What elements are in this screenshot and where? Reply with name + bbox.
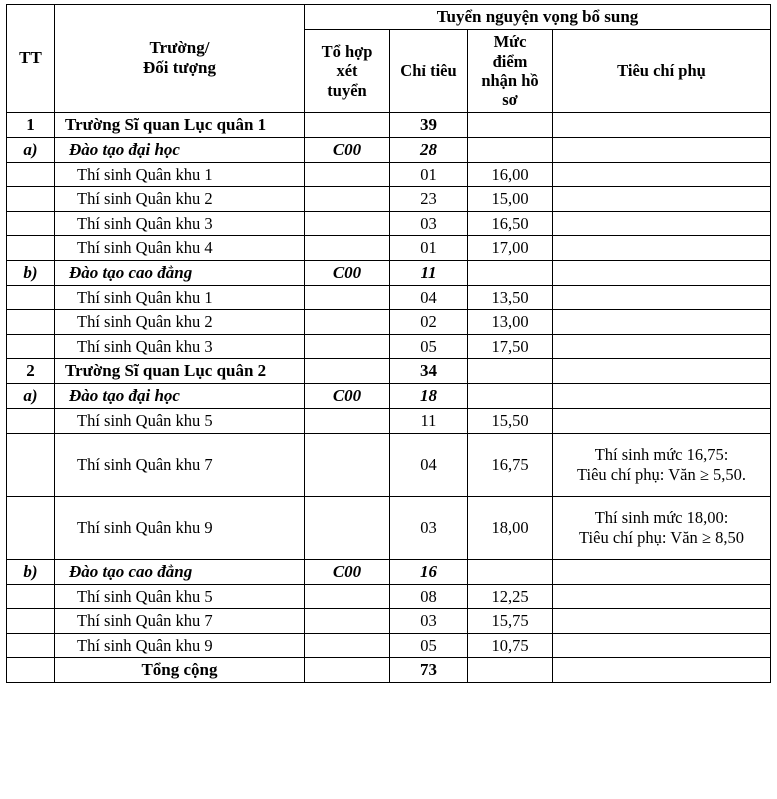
cell-quota: 05 bbox=[390, 633, 468, 657]
cell-school: Đào tạo đại học bbox=[55, 384, 305, 409]
cell-combo bbox=[305, 211, 390, 235]
criteria-line: Thí sinh mức 16,75: bbox=[594, 445, 729, 465]
cell-tt: a) bbox=[7, 137, 55, 162]
cell-criteria bbox=[553, 658, 771, 683]
cell-tt: b) bbox=[7, 559, 55, 584]
cell-score: 12,25 bbox=[468, 584, 553, 608]
cell-criteria bbox=[553, 112, 771, 137]
table-row bbox=[7, 211, 771, 235]
cell-school: Đào tạo đại học bbox=[55, 137, 305, 162]
cell-quota: 16 bbox=[390, 559, 468, 584]
cell-quota: 23 bbox=[390, 187, 468, 211]
cell-school: Tổng cộng bbox=[55, 658, 305, 683]
table-row bbox=[7, 609, 771, 633]
cell-school: Thí sinh Quân khu 1 bbox=[55, 163, 305, 187]
cell-criteria bbox=[553, 559, 771, 584]
cell-criteria bbox=[553, 236, 771, 260]
cell-combo bbox=[305, 633, 390, 657]
criteria-line: Tiêu chí phụ: Văn ≥ 8,50 bbox=[579, 527, 744, 547]
cell-combo: C00 bbox=[305, 384, 390, 409]
cell-score bbox=[468, 137, 553, 162]
header-group-supplementary: Tuyển nguyện vọng bổ sung bbox=[305, 5, 771, 30]
cell-quota: 03 bbox=[390, 496, 468, 559]
header-score-line2: điểm bbox=[492, 51, 528, 71]
header-school-line1: Trường/ bbox=[149, 38, 210, 58]
table-row bbox=[7, 163, 771, 187]
cell-quota: 03 bbox=[390, 211, 468, 235]
header-school-line2: Đối tượng bbox=[143, 58, 216, 78]
cell-score bbox=[468, 260, 553, 285]
cell-combo bbox=[305, 359, 390, 384]
header-quota: Chỉ tiêu bbox=[390, 30, 468, 113]
header-school bbox=[55, 5, 305, 113]
cell-combo bbox=[305, 584, 390, 608]
cell-tt bbox=[7, 433, 55, 496]
cell-score bbox=[468, 112, 553, 137]
table-row bbox=[7, 409, 771, 433]
header-score-line1: Mức bbox=[493, 32, 527, 52]
cell-school: Thí sinh Quân khu 5 bbox=[55, 409, 305, 433]
cell-combo bbox=[305, 112, 390, 137]
cell-quota: 02 bbox=[390, 310, 468, 334]
cell-tt: b) bbox=[7, 260, 55, 285]
cell-criteria bbox=[553, 310, 771, 334]
cell-combo bbox=[305, 310, 390, 334]
cell-tt bbox=[7, 187, 55, 211]
cell-combo bbox=[305, 334, 390, 358]
cell-school: Thí sinh Quân khu 9 bbox=[55, 633, 305, 657]
cell-combo bbox=[305, 285, 390, 309]
table-row bbox=[7, 334, 771, 358]
cell-criteria bbox=[553, 409, 771, 433]
header-combo bbox=[305, 30, 390, 113]
cell-score bbox=[468, 384, 553, 409]
cell-tt: 1 bbox=[7, 112, 55, 137]
table-row bbox=[7, 496, 771, 559]
cell-quota: 34 bbox=[390, 359, 468, 384]
cell-school: Thí sinh Quân khu 1 bbox=[55, 285, 305, 309]
cell-tt bbox=[7, 658, 55, 683]
table-row bbox=[7, 433, 771, 496]
header-row-1 bbox=[7, 5, 771, 30]
table-body bbox=[7, 112, 771, 682]
cell-criteria bbox=[553, 433, 771, 496]
cell-combo bbox=[305, 609, 390, 633]
cell-school: Thí sinh Quân khu 9 bbox=[55, 496, 305, 559]
table-row bbox=[7, 285, 771, 309]
cell-tt bbox=[7, 334, 55, 358]
header-score-line4: sơ bbox=[502, 90, 518, 110]
cell-quota: 05 bbox=[390, 334, 468, 358]
cell-criteria bbox=[553, 137, 771, 162]
header-combo-line1: Tổ hợp bbox=[321, 41, 373, 61]
cell-tt bbox=[7, 409, 55, 433]
cell-criteria bbox=[553, 334, 771, 358]
cell-combo: C00 bbox=[305, 559, 390, 584]
cell-tt bbox=[7, 163, 55, 187]
header-score-line3: nhận hồ bbox=[481, 70, 539, 90]
cell-quota: 39 bbox=[390, 112, 468, 137]
cell-score: 15,50 bbox=[468, 409, 553, 433]
cell-tt bbox=[7, 236, 55, 260]
cell-quota: 04 bbox=[390, 285, 468, 309]
cell-quota: 11 bbox=[390, 409, 468, 433]
table-row bbox=[7, 310, 771, 334]
table-row bbox=[7, 260, 771, 285]
cell-combo: C00 bbox=[305, 137, 390, 162]
table-row bbox=[7, 384, 771, 409]
cell-school: Thí sinh Quân khu 5 bbox=[55, 584, 305, 608]
header-score bbox=[468, 30, 553, 113]
cell-criteria bbox=[553, 163, 771, 187]
table-row bbox=[7, 359, 771, 384]
cell-criteria bbox=[553, 187, 771, 211]
table-row bbox=[7, 633, 771, 657]
cell-school: Trường Sĩ quan Lục quân 1 bbox=[55, 112, 305, 137]
cell-criteria bbox=[553, 609, 771, 633]
cell-quota: 28 bbox=[390, 137, 468, 162]
cell-score: 16,50 bbox=[468, 211, 553, 235]
cell-school: Thí sinh Quân khu 7 bbox=[55, 609, 305, 633]
cell-quota: 11 bbox=[390, 260, 468, 285]
cell-tt bbox=[7, 211, 55, 235]
cell-criteria bbox=[553, 633, 771, 657]
cell-school: Thí sinh Quân khu 2 bbox=[55, 187, 305, 211]
cell-score: 16,00 bbox=[468, 163, 553, 187]
table-row bbox=[7, 584, 771, 608]
table-row bbox=[7, 658, 771, 683]
cell-school: Đào tạo cao đẳng bbox=[55, 559, 305, 584]
table-row bbox=[7, 137, 771, 162]
cell-combo: C00 bbox=[305, 260, 390, 285]
table-header bbox=[7, 5, 771, 113]
cell-combo bbox=[305, 187, 390, 211]
cell-quota: 04 bbox=[390, 433, 468, 496]
cell-combo bbox=[305, 409, 390, 433]
cell-school: Trường Sĩ quan Lục quân 2 bbox=[55, 359, 305, 384]
header-criteria: Tiêu chí phụ bbox=[553, 30, 771, 113]
cell-combo bbox=[305, 658, 390, 683]
cell-score: 10,75 bbox=[468, 633, 553, 657]
cell-score: 18,00 bbox=[468, 496, 553, 559]
cell-tt: 2 bbox=[7, 359, 55, 384]
cell-score: 13,00 bbox=[468, 310, 553, 334]
cell-criteria bbox=[553, 496, 771, 559]
cell-criteria bbox=[553, 584, 771, 608]
cell-criteria bbox=[553, 384, 771, 409]
cell-tt bbox=[7, 633, 55, 657]
cell-tt bbox=[7, 584, 55, 608]
cell-school: Thí sinh Quân khu 3 bbox=[55, 334, 305, 358]
table-row bbox=[7, 236, 771, 260]
header-tt: TT bbox=[7, 5, 55, 113]
cell-score: 15,75 bbox=[468, 609, 553, 633]
criteria-line: Tiêu chí phụ: Văn ≥ 5,50. bbox=[576, 464, 747, 484]
cell-score: 15,00 bbox=[468, 187, 553, 211]
table-row bbox=[7, 559, 771, 584]
criteria-line: Thí sinh mức 18,00: bbox=[594, 508, 729, 528]
cell-score: 17,50 bbox=[468, 334, 553, 358]
table-row bbox=[7, 112, 771, 137]
cell-criteria bbox=[553, 260, 771, 285]
cell-score: 13,50 bbox=[468, 285, 553, 309]
cell-school: Thí sinh Quân khu 2 bbox=[55, 310, 305, 334]
cell-combo bbox=[305, 236, 390, 260]
admission-table bbox=[6, 4, 771, 683]
cell-combo bbox=[305, 433, 390, 496]
cell-score: 17,00 bbox=[468, 236, 553, 260]
cell-tt bbox=[7, 285, 55, 309]
cell-quota: 03 bbox=[390, 609, 468, 633]
cell-combo bbox=[305, 163, 390, 187]
header-combo-line3: tuyển bbox=[327, 80, 367, 100]
cell-tt bbox=[7, 609, 55, 633]
cell-combo bbox=[305, 496, 390, 559]
cell-quota: 01 bbox=[390, 236, 468, 260]
cell-criteria bbox=[553, 359, 771, 384]
cell-school: Thí sinh Quân khu 7 bbox=[55, 433, 305, 496]
cell-criteria bbox=[553, 285, 771, 309]
cell-quota: 01 bbox=[390, 163, 468, 187]
cell-score: 16,75 bbox=[468, 433, 553, 496]
cell-score bbox=[468, 359, 553, 384]
cell-score bbox=[468, 559, 553, 584]
cell-tt bbox=[7, 310, 55, 334]
cell-score bbox=[468, 658, 553, 683]
header-combo-line2: xét bbox=[336, 61, 358, 81]
cell-criteria bbox=[553, 211, 771, 235]
cell-tt: a) bbox=[7, 384, 55, 409]
cell-school: Đào tạo cao đẳng bbox=[55, 260, 305, 285]
cell-tt bbox=[7, 496, 55, 559]
cell-quota: 73 bbox=[390, 658, 468, 683]
cell-school: Thí sinh Quân khu 3 bbox=[55, 211, 305, 235]
cell-quota: 18 bbox=[390, 384, 468, 409]
cell-quota: 08 bbox=[390, 584, 468, 608]
cell-school: Thí sinh Quân khu 4 bbox=[55, 236, 305, 260]
table-row bbox=[7, 187, 771, 211]
